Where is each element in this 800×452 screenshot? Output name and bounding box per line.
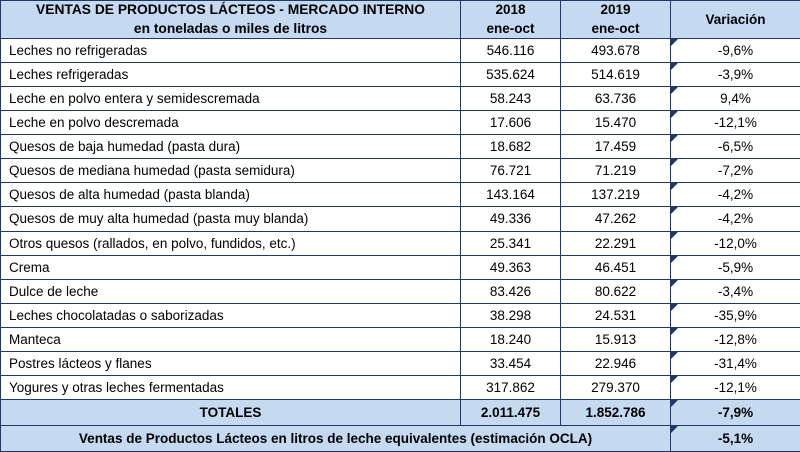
product-label: Quesos de mediana humedad (pasta semidura) bbox=[1, 159, 461, 183]
totals-row bbox=[1, 399, 800, 425]
value-variation: -12,0% bbox=[671, 231, 800, 255]
product-label: Leches no refrigeradas bbox=[1, 39, 461, 63]
header-title-line2: en toneladas o miles de litros bbox=[133, 20, 328, 36]
value-2018: 143.164 bbox=[461, 183, 561, 207]
value-variation: -12,1% bbox=[671, 375, 800, 399]
value-2019: 71.219 bbox=[561, 159, 671, 183]
totals-label: TOTALES bbox=[1, 399, 461, 425]
product-label: Leches refrigeradas bbox=[1, 63, 461, 87]
value-2019: 46.451 bbox=[561, 255, 671, 279]
product-label: Otros quesos (rallados, en polvo, fundidos, etc.) bbox=[1, 231, 461, 255]
value-2019: 279.370 bbox=[561, 375, 671, 399]
equivalents-label: Ventas de Productos Lácteos en litros de leche equivalentes (estimación OCLA) bbox=[1, 425, 671, 451]
value-2019: 137.219 bbox=[561, 183, 671, 207]
table-row bbox=[1, 351, 800, 375]
value-variation: -6,5% bbox=[671, 135, 800, 159]
table-row bbox=[1, 231, 800, 255]
table-row bbox=[1, 63, 800, 87]
product-label: Crema bbox=[1, 255, 461, 279]
value-2018: 38.298 bbox=[461, 303, 561, 327]
product-label: Quesos de baja humedad (pasta dura) bbox=[1, 135, 461, 159]
value-variation: -35,9% bbox=[671, 303, 800, 327]
product-label: Postres lácteos y flanes bbox=[1, 351, 461, 375]
header-2019-year: 2019 bbox=[600, 2, 631, 18]
value-2018: 17.606 bbox=[461, 111, 561, 135]
value-2019: 24.531 bbox=[561, 303, 671, 327]
table-row bbox=[1, 87, 800, 111]
table-row bbox=[1, 327, 800, 351]
product-label: Manteca bbox=[1, 327, 461, 351]
value-variation: -12,1% bbox=[671, 111, 800, 135]
product-label: Quesos de alta humedad (pasta blanda) bbox=[1, 183, 461, 207]
value-2019: 493.678 bbox=[561, 39, 671, 63]
header-2018-period: ene-oct bbox=[486, 20, 535, 36]
product-label: Leches chocolatadas o saborizadas bbox=[1, 303, 461, 327]
table-row bbox=[1, 303, 800, 327]
value-2018: 25.341 bbox=[461, 231, 561, 255]
value-variation: -5,9% bbox=[671, 255, 800, 279]
value-2019: 17.459 bbox=[561, 135, 671, 159]
value-2018: 58.243 bbox=[461, 87, 561, 111]
header-2019-period: ene-oct bbox=[591, 20, 640, 36]
table-row bbox=[1, 135, 800, 159]
header-title-cell bbox=[1, 1, 461, 39]
value-variation: -9,6% bbox=[671, 39, 800, 63]
header-2018-cell bbox=[461, 1, 561, 39]
header-variation-label: Variación bbox=[705, 11, 766, 27]
value-2018: 18.682 bbox=[461, 135, 561, 159]
totals-2018: 2.011.475 bbox=[461, 399, 561, 425]
totals-2019: 1.852.786 bbox=[561, 399, 671, 425]
table-row bbox=[1, 255, 800, 279]
value-variation: -7,2% bbox=[671, 159, 800, 183]
table-body bbox=[1, 39, 800, 452]
header-2018-year: 2018 bbox=[495, 2, 526, 18]
equivalents-variation: -5,1% bbox=[671, 425, 800, 451]
value-2019: 63.736 bbox=[561, 87, 671, 111]
value-variation: -4,2% bbox=[671, 207, 800, 231]
equivalents-row bbox=[1, 425, 800, 451]
value-2018: 49.363 bbox=[461, 255, 561, 279]
value-variation: -12,8% bbox=[671, 327, 800, 351]
value-2018: 33.454 bbox=[461, 351, 561, 375]
table-row bbox=[1, 159, 800, 183]
value-variation: -3,4% bbox=[671, 279, 800, 303]
value-variation: -4,2% bbox=[671, 183, 800, 207]
value-2019: 47.262 bbox=[561, 207, 671, 231]
value-2019: 15.913 bbox=[561, 327, 671, 351]
value-2019: 22.291 bbox=[561, 231, 671, 255]
value-2019: 514.619 bbox=[561, 63, 671, 87]
header-2019-cell bbox=[561, 1, 671, 39]
value-2018: 49.336 bbox=[461, 207, 561, 231]
table-header bbox=[1, 1, 800, 39]
table-row bbox=[1, 375, 800, 399]
product-label: Dulce de leche bbox=[1, 279, 461, 303]
product-label: Leche en polvo entera y semidescremada bbox=[1, 87, 461, 111]
table-row bbox=[1, 111, 800, 135]
value-2019: 15.470 bbox=[561, 111, 671, 135]
value-variation: -31,4% bbox=[671, 351, 800, 375]
value-2018: 535.624 bbox=[461, 63, 561, 87]
product-label: Yogures y otras leches fermentadas bbox=[1, 375, 461, 399]
value-variation: -3,9% bbox=[671, 63, 800, 87]
value-2018: 83.426 bbox=[461, 279, 561, 303]
table-row bbox=[1, 39, 800, 63]
totals-variation: -7,9% bbox=[671, 399, 800, 425]
header-row bbox=[1, 1, 800, 39]
value-2018: 18.240 bbox=[461, 327, 561, 351]
value-2018: 76.721 bbox=[461, 159, 561, 183]
value-2018: 546.116 bbox=[461, 39, 561, 63]
header-variation-cell bbox=[671, 1, 800, 39]
header-title-line1: VENTAS DE PRODUCTOS LÁCTEOS - MERCADO INTERNO bbox=[36, 2, 425, 17]
table-row bbox=[1, 279, 800, 303]
product-label: Leche en polvo descremada bbox=[1, 111, 461, 135]
value-2019: 22.946 bbox=[561, 351, 671, 375]
table-row bbox=[1, 207, 800, 231]
product-label: Quesos de muy alta humedad (pasta muy blanda) bbox=[1, 207, 461, 231]
value-2019: 80.622 bbox=[561, 279, 671, 303]
table-row bbox=[1, 183, 800, 207]
value-variation: 9,4% bbox=[671, 87, 800, 111]
value-2018: 317.862 bbox=[461, 375, 561, 399]
